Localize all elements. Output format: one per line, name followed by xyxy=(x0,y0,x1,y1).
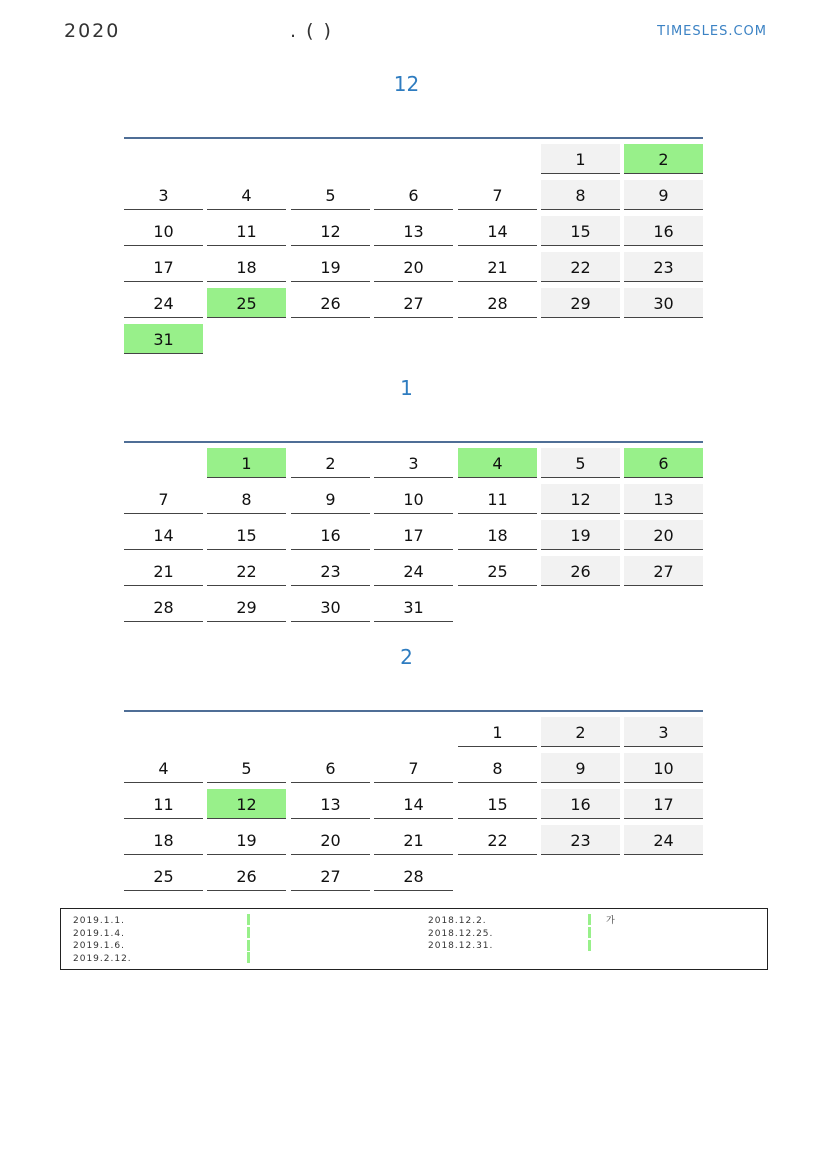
day-cell: 12 xyxy=(291,216,370,246)
month-title: 12 xyxy=(393,72,420,96)
day-cell: 26 xyxy=(291,288,370,318)
day-cell: 13 xyxy=(374,216,453,246)
day-cell: 9 xyxy=(624,180,703,210)
legend-left-dates xyxy=(73,915,132,965)
day-cell: 16 xyxy=(541,789,620,819)
day-cell: 31 xyxy=(124,324,203,354)
day-cell: 11 xyxy=(124,789,203,819)
legend-marker xyxy=(588,940,591,951)
day-cell: 27 xyxy=(291,861,370,891)
day-cell: 24 xyxy=(124,288,203,318)
day-cell: 7 xyxy=(458,180,537,210)
day-cell: 21 xyxy=(124,556,203,586)
day-cell: 29 xyxy=(207,592,286,622)
day-cell: 4 xyxy=(207,180,286,210)
day-cell: 3 xyxy=(124,180,203,210)
month-divider xyxy=(124,710,703,712)
day-cell: 11 xyxy=(207,216,286,246)
day-cell: 27 xyxy=(624,556,703,586)
day-cell: 12 xyxy=(541,484,620,514)
day-cell: 24 xyxy=(374,556,453,586)
day-cell: 6 xyxy=(374,180,453,210)
day-cell: 16 xyxy=(291,520,370,550)
legend-date: 2018.12.31. xyxy=(428,941,494,951)
legend-date: 2019.1.1. xyxy=(73,916,125,926)
day-cell: 15 xyxy=(458,789,537,819)
legend-note-text: 가 xyxy=(606,916,616,926)
legend-marker xyxy=(247,927,250,938)
day-cell: 25 xyxy=(458,556,537,586)
day-cell: 23 xyxy=(291,556,370,586)
day-cell: 21 xyxy=(374,825,453,855)
day-cell: 1 xyxy=(541,144,620,174)
legend-note xyxy=(606,915,616,928)
day-cell: 5 xyxy=(541,448,620,478)
day-cell: 4 xyxy=(458,448,537,478)
day-cell: 21 xyxy=(458,252,537,282)
day-cell: 3 xyxy=(374,448,453,478)
month-title: 2 xyxy=(400,645,413,669)
day-cell: 18 xyxy=(124,825,203,855)
day-cell: 20 xyxy=(291,825,370,855)
day-cell: 2 xyxy=(541,717,620,747)
holiday-legend xyxy=(60,908,768,970)
day-cell: 25 xyxy=(207,288,286,318)
day-cell: 28 xyxy=(124,592,203,622)
legend-marker xyxy=(247,952,250,963)
day-cell: 28 xyxy=(374,861,453,891)
day-cell: 15 xyxy=(207,520,286,550)
day-cell: 5 xyxy=(207,753,286,783)
brand-link[interactable]: TIMESLES.COM xyxy=(657,24,767,39)
day-cell: 11 xyxy=(458,484,537,514)
day-cell: 12 xyxy=(207,789,286,819)
day-cell: 6 xyxy=(291,753,370,783)
day-cell: 18 xyxy=(458,520,537,550)
day-cell: 17 xyxy=(624,789,703,819)
day-cell: 2 xyxy=(291,448,370,478)
day-cell: 8 xyxy=(207,484,286,514)
day-cell: 8 xyxy=(458,753,537,783)
day-cell: 23 xyxy=(541,825,620,855)
day-cell: 7 xyxy=(124,484,203,514)
legend-marker xyxy=(247,914,250,925)
day-cell: 22 xyxy=(458,825,537,855)
day-cell: 8 xyxy=(541,180,620,210)
day-cell: 3 xyxy=(624,717,703,747)
month-title: 1 xyxy=(400,376,413,400)
day-cell: 15 xyxy=(541,216,620,246)
legend-marker xyxy=(588,927,591,938)
day-cell: 1 xyxy=(207,448,286,478)
day-cell: 24 xyxy=(624,825,703,855)
day-cell: 19 xyxy=(207,825,286,855)
day-cell: 9 xyxy=(291,484,370,514)
day-cell: 31 xyxy=(374,592,453,622)
header-subtitle: . ( ) xyxy=(290,20,333,42)
legend-right-dates xyxy=(428,915,493,953)
day-cell: 14 xyxy=(124,520,203,550)
day-cell: 30 xyxy=(291,592,370,622)
day-cell: 27 xyxy=(374,288,453,318)
day-cell: 22 xyxy=(207,556,286,586)
day-cell: 28 xyxy=(458,288,537,318)
day-cell: 10 xyxy=(624,753,703,783)
day-cell: 10 xyxy=(124,216,203,246)
month-divider xyxy=(124,137,703,139)
day-cell: 4 xyxy=(124,753,203,783)
legend-date: 2018.12.25. xyxy=(428,928,494,939)
header-year: 2020 xyxy=(64,20,121,42)
day-cell: 13 xyxy=(291,789,370,819)
day-cell: 19 xyxy=(291,252,370,282)
legend-date: 2019.2.12. xyxy=(73,953,132,964)
day-cell: 6 xyxy=(624,448,703,478)
day-cell: 26 xyxy=(207,861,286,891)
day-cell: 30 xyxy=(624,288,703,318)
day-cell: 9 xyxy=(541,753,620,783)
day-cell: 16 xyxy=(624,216,703,246)
day-cell: 25 xyxy=(124,861,203,891)
day-cell: 17 xyxy=(124,252,203,282)
legend-date: 2018.12.2. xyxy=(428,916,487,926)
day-cell: 19 xyxy=(541,520,620,550)
day-cell: 17 xyxy=(374,520,453,550)
day-cell: 7 xyxy=(374,753,453,783)
month-divider xyxy=(124,441,703,443)
day-cell: 20 xyxy=(624,520,703,550)
day-cell: 26 xyxy=(541,556,620,586)
day-cell: 22 xyxy=(541,252,620,282)
legend-marker xyxy=(247,940,250,951)
day-cell: 1 xyxy=(458,717,537,747)
day-cell: 29 xyxy=(541,288,620,318)
day-cell: 23 xyxy=(624,252,703,282)
day-cell: 18 xyxy=(207,252,286,282)
day-cell: 13 xyxy=(624,484,703,514)
day-cell: 5 xyxy=(291,180,370,210)
legend-marker xyxy=(588,914,591,925)
day-cell: 10 xyxy=(374,484,453,514)
day-cell: 14 xyxy=(374,789,453,819)
day-cell: 20 xyxy=(374,252,453,282)
day-cell: 14 xyxy=(458,216,537,246)
legend-date: 2019.1.4. xyxy=(73,928,125,939)
day-cell: 2 xyxy=(624,144,703,174)
legend-date: 2019.1.6. xyxy=(73,941,125,951)
